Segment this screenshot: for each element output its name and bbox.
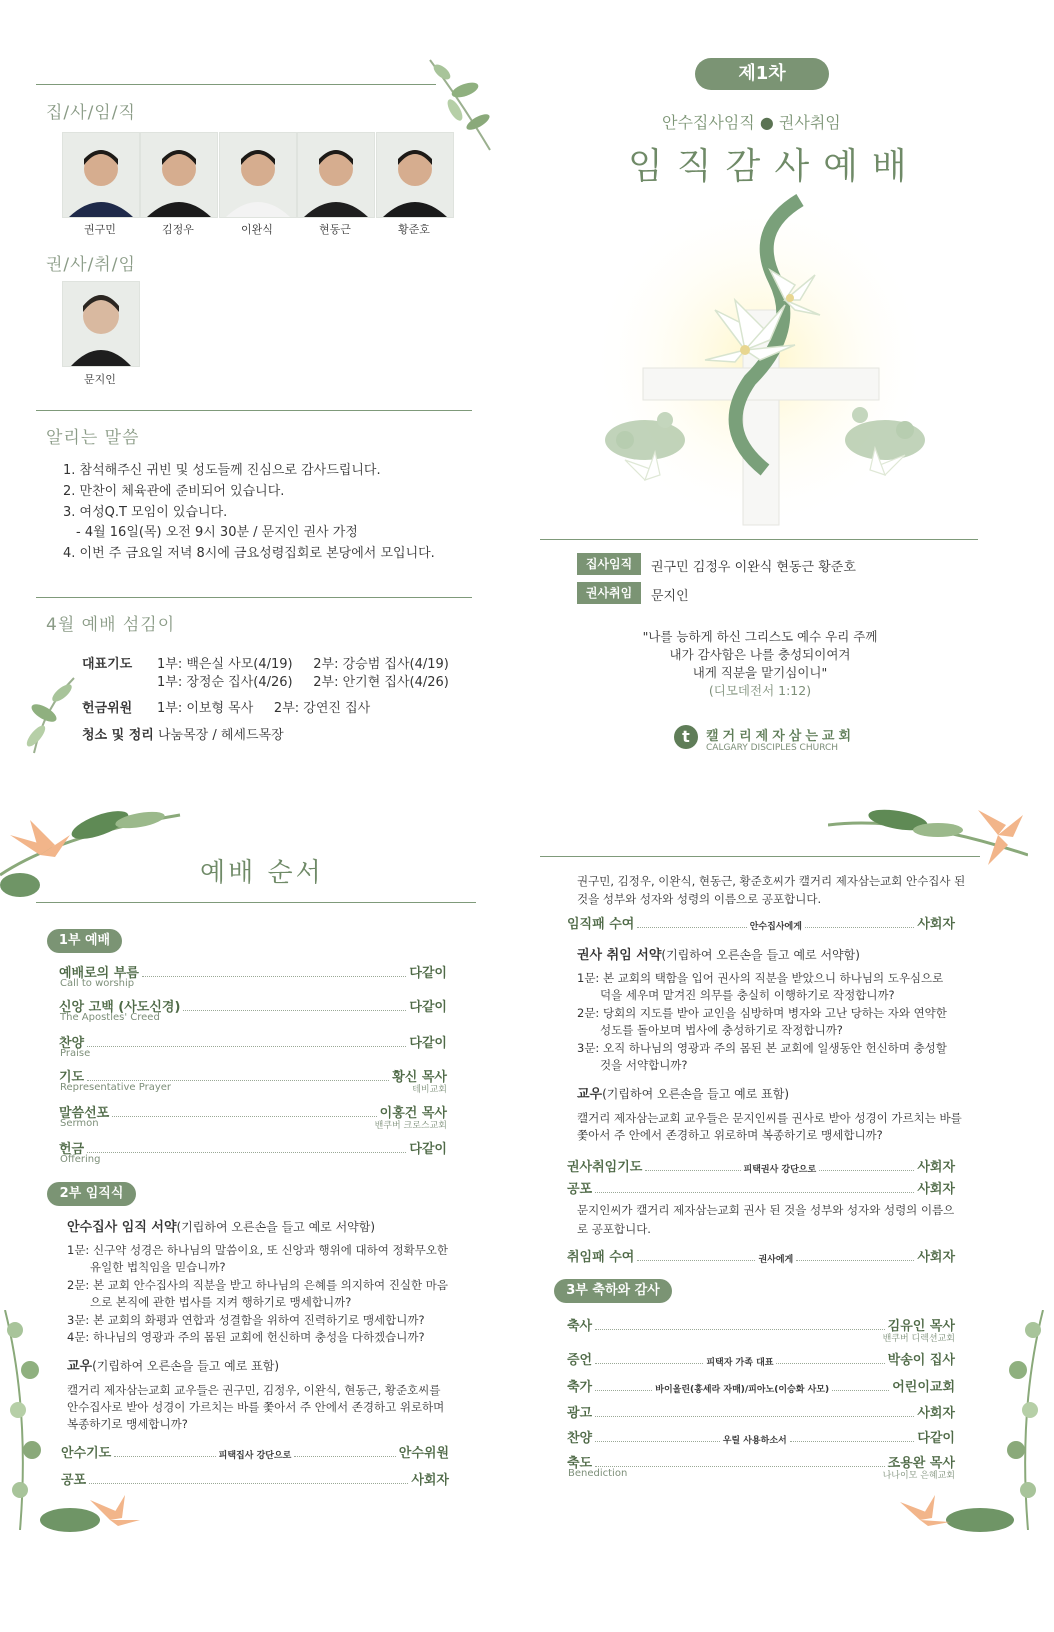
vow-heading-text: 안수집사 임직 서약 — [67, 1220, 177, 1235]
deacon-name: 이완식 — [241, 223, 273, 236]
divider — [36, 597, 472, 598]
subtitle-deacon: 안수집사임직 — [662, 113, 755, 132]
prayer-label: 대표기도 — [82, 657, 133, 672]
elder-prayer-row — [567, 1156, 955, 1175]
row-right: 박송이 집사 — [887, 1353, 955, 1368]
elder-section-title: 권/사/취/임 — [46, 255, 136, 275]
vow-line: 3문: 본 교회의 화평과 연합과 성결함을 위하여 진력하기로 맹세합니까? — [67, 1313, 425, 1327]
vow-line: 성도를 돌아보며 법사에 충성하기로 작정합니까? — [600, 1023, 843, 1037]
subtitle-elder: 권사취임 — [778, 113, 841, 132]
flower-decoration-icon — [30, 1480, 150, 1540]
notice-item: 1. 참석해주신 귀빈 및 성도들께 진심으로 감사드립니다. — [63, 463, 381, 478]
cleaning-label: 청소 및 정리 — [82, 728, 154, 743]
divider — [36, 902, 476, 903]
row-middle: 바이올린(홍세라 자매)/피아노(이승화 사모) — [655, 1385, 830, 1395]
row-title: 헌금 — [59, 1142, 85, 1157]
part1-badge: 1부 예배 — [47, 929, 122, 953]
verse-reference: (디모데전서 1:12) — [708, 683, 812, 698]
row-subtitle: The Apostles' Creed — [60, 1012, 160, 1023]
intro-line: 것을 성부와 성자와 성령의 이름으로 공포합니다. — [577, 892, 822, 906]
deacon-name: 현동근 — [319, 223, 351, 236]
subtitle — [662, 110, 841, 133]
row-title: 안수기도 — [61, 1446, 112, 1461]
vow-heading-note: (기립하여 오른손을 들고 예로 서약함) — [176, 1220, 376, 1234]
row-subtitle: Benediction — [568, 1468, 628, 1479]
bible-verse — [600, 628, 920, 700]
congregation-line: 캘거리 제자삼는교회 교우들은 문지인씨를 권사로 받아 성경이 가르치는 바를 — [577, 1111, 962, 1125]
deacon-photo — [219, 132, 297, 218]
order-item-row — [59, 1032, 447, 1051]
notice-item: 4. 이번 주 금요일 저녁 8시에 금요성령집회로 본당에서 모입니다. — [63, 546, 435, 561]
row-right: 사회자 — [917, 1182, 955, 1197]
row-title: 말씀선포 — [59, 1106, 110, 1121]
row-middle: 피택권사 강단으로 — [743, 1165, 817, 1175]
deacon-photo — [376, 132, 454, 218]
elder-names: 문지인 — [651, 589, 689, 604]
vow-heading-text: 권사 취임 서약 — [577, 948, 662, 963]
part3-badge: 3부 축하와 감사 — [554, 1279, 672, 1303]
prayer-line: 1부: 백은실 사모(4/19) 2부: 강승범 집사(4/19) — [157, 657, 449, 672]
deacon-name: 김정우 — [162, 223, 194, 236]
notice-item: - 4월 16일(목) 오전 9시 30분 / 문지인 권사 가정 — [76, 525, 358, 540]
deacon-names: 권구민 김정우 이완식 현동근 황준호 — [651, 560, 856, 575]
row-right: 사회자 — [917, 1406, 955, 1421]
row-subtitle: Praise — [60, 1048, 91, 1059]
row-middle: 우릴 사용하소서 — [722, 1436, 787, 1446]
congregation-line: 안수집사로 받아 성경이 가르치는 바를 쫓아서 주 안에서 존경하고 위로하며 — [67, 1400, 445, 1414]
row-right: 다같이 — [409, 1142, 447, 1157]
row-right-subtitle: 밴쿠버 디렉션교회 — [882, 1334, 955, 1344]
deacon-vow-heading — [67, 1216, 375, 1235]
church-name-kr: 캘거리제자삼는교회 — [706, 729, 856, 744]
row-right: 황신 목사 — [392, 1070, 447, 1085]
row-title: 예배로의 부름 — [59, 966, 139, 981]
row-title: 권사취임기도 — [567, 1160, 643, 1175]
vow-line: 덕을 세우며 맡겨진 의무를 충실히 이행하기로 작정합니까? — [600, 988, 895, 1002]
order-item-row — [59, 1138, 447, 1157]
congregation-heading-note: (기립하여 오른손을 들고 예로 표함) — [602, 1087, 790, 1101]
main-title: 임직감사예배 — [628, 146, 921, 187]
divider — [36, 84, 436, 85]
bullet-icon: ● — [759, 113, 774, 132]
elder-vow-heading — [577, 944, 860, 963]
row-title: 축사 — [567, 1319, 593, 1334]
row-right: 사회자 — [917, 1250, 956, 1265]
divider — [540, 539, 978, 540]
divider — [36, 410, 472, 411]
celebration-row — [567, 1349, 955, 1368]
row-subtitle: Representative Prayer — [60, 1082, 172, 1093]
vow-heading-note: (기립하여 오른손을 들고 예로 서약함) — [661, 948, 860, 962]
elder-photo — [62, 281, 140, 367]
plaque-row — [567, 913, 955, 932]
deacon-name: 황준호 — [398, 223, 430, 236]
row-right-subtitle: 나나이모 은혜교회 — [882, 1471, 955, 1481]
flower-decoration-icon — [0, 795, 190, 905]
row-right: 어린이교회 — [892, 1380, 956, 1395]
celebration-row — [567, 1427, 955, 1446]
celebration-row — [567, 1376, 955, 1395]
vow-line: 3문: 오직 하나님의 영광과 주의 몸된 본 교회에 일생동안 헌신하며 충성할 — [577, 1041, 947, 1055]
row-right: 조용완 목사 — [887, 1456, 955, 1471]
cross-lily-illustration-icon — [585, 190, 945, 530]
row-subtitle: Offering — [60, 1154, 101, 1165]
ordination-prayer-row — [61, 1442, 449, 1461]
deacon-photo — [62, 132, 140, 218]
row-right: 다같이 — [917, 1431, 955, 1446]
vow-line: 1문: 신구약 성경은 하나님의 말씀이요, 또 신앙과 행위에 대하여 정확무오한 — [67, 1243, 449, 1257]
row-middle: 피택자 가족 대표 — [706, 1358, 774, 1368]
row-middle: 권사에게 — [758, 1255, 794, 1265]
congregation-heading — [577, 1083, 789, 1102]
part2-badge: 2부 임직식 — [47, 1182, 136, 1206]
flower-decoration-icon — [828, 795, 1028, 875]
announce-row — [567, 1178, 955, 1197]
row-title: 축가 — [567, 1380, 593, 1395]
deacon-section-title: 집/사/임/직 — [46, 103, 136, 123]
row-subtitle: Sermon — [60, 1118, 99, 1129]
congregation-heading-note: (기립하여 오른손을 들고 예로 표함) — [92, 1359, 280, 1373]
offering-label: 헌금위원 — [82, 701, 133, 716]
cleaning-line: 나눔목장 / 헤세드목장 — [158, 728, 284, 743]
plaque2-row — [567, 1246, 955, 1265]
row-title: 공포 — [567, 1182, 593, 1197]
service-section-title: 4월 예배 섬김이 — [46, 615, 176, 635]
verse-line: 내가 감사함은 나를 충성되이여겨 — [669, 647, 851, 662]
row-title: 축도 — [567, 1456, 593, 1471]
row-right-subtitle: 테비교회 — [412, 1085, 447, 1095]
leaf-decoration-icon — [14, 668, 84, 758]
row-right: 이홍건 목사 — [379, 1106, 447, 1121]
congregation-line: 쫓아서 주 안에서 존경하고 위로하며 복종하기로 맹세합니까? — [577, 1128, 883, 1142]
vow-line: 으로 본직에 관한 법사를 지켜 행하기로 맹세합니까? — [90, 1295, 352, 1309]
row-subtitle: Call to worship — [60, 978, 135, 989]
vow-line: 2문: 본 교회 안수집사의 직분을 받고 하나님의 은혜를 의지하여 진실한 마음 — [67, 1278, 449, 1292]
row-right: 사회자 — [917, 917, 955, 932]
row-right: 사회자 — [917, 1160, 956, 1175]
row-title: 기도 — [59, 1070, 85, 1085]
row-right: 다같이 — [409, 1036, 447, 1051]
congregation-line: 캘거리 제자삼는교회 교우들은 권구민, 김정우, 이완식, 현동근, 황준호씨를 — [67, 1383, 441, 1397]
row-title: 임직패 수여 — [567, 917, 635, 932]
celebration-row — [567, 1402, 955, 1421]
row-title: 공포 — [61, 1473, 87, 1488]
flower-decoration-icon — [880, 1480, 1020, 1540]
row-title: 찬양 — [567, 1431, 593, 1446]
row-right: 안수위원 — [398, 1446, 449, 1461]
row-title: 찬양 — [59, 1036, 85, 1051]
row-title: 취임패 수여 — [567, 1250, 635, 1265]
notice-item: 2. 만찬이 체육관에 준비되어 있습니다. — [63, 484, 285, 499]
vow-line: 1문: 본 교회의 택함을 입어 권사의 직분을 받았으니 하나님의 도우심으로 — [577, 971, 944, 985]
vow-line: 2문: 당회의 지도를 받아 교인을 심방하며 병자와 고난 당하는 자와 연약한 — [577, 1006, 947, 1020]
row-right: 김유인 목사 — [887, 1319, 955, 1334]
congregation-line: 복종하기로 맹세합니까? — [67, 1417, 188, 1431]
vow-line: 것을 서약합니까? — [600, 1058, 688, 1072]
announce-line: 로 공포합니다. — [577, 1222, 651, 1236]
row-middle: 안수집사에게 — [749, 922, 802, 932]
vow-line: 4문: 하나님의 영광과 주의 몸된 교회에 헌신하며 충성을 다하겠습니까? — [67, 1330, 425, 1344]
deacon-tag: 집사임직 — [577, 553, 641, 575]
announce-line: 문지인씨가 캘거리 제자삼는교회 권사 된 것을 성부와 성자와 성령의 이름으 — [577, 1203, 955, 1217]
notice-item: 3. 여성Q.T 모임이 있습니다. — [63, 505, 228, 520]
deacon-photo — [140, 132, 218, 218]
order-title: 예배 순서 — [200, 858, 324, 888]
divider — [540, 856, 980, 857]
row-right: 다같이 — [409, 1000, 447, 1015]
row-right-subtitle: 밴쿠버 크로스교회 — [374, 1121, 447, 1131]
row-title: 신앙 고백 (사도신경) — [59, 1000, 181, 1015]
row-right: 사회자 — [411, 1473, 449, 1488]
elder-tag: 권사취임 — [577, 582, 641, 604]
vow-line: 유일한 법칙임을 믿습니까? — [90, 1260, 226, 1274]
church-logo-icon: t — [674, 725, 698, 749]
congregation-heading-text: 교우 — [577, 1087, 603, 1102]
notice-section-title: 알리는 말씀 — [46, 428, 140, 448]
row-title: 광고 — [567, 1406, 593, 1421]
row-middle: 피택집사 강단으로 — [218, 1451, 292, 1461]
verse-line: "나를 능하게 하신 그리스도 예수 우리 주께 — [642, 629, 878, 644]
row-right: 다같이 — [409, 966, 447, 981]
row-title: 증언 — [567, 1353, 593, 1368]
verse-line: 내게 직분을 맡기심이니" — [692, 665, 828, 680]
edition-badge: 제1차 — [695, 58, 829, 90]
deacon-name: 권구민 — [84, 223, 116, 236]
congregation-heading-text: 교우 — [67, 1359, 93, 1374]
church-name-en: CALGARY DISCIPLES CHURCH — [706, 743, 839, 753]
elder-name: 문지인 — [84, 373, 116, 386]
deacon-photo — [297, 132, 375, 218]
intro-line: 권구민, 김정우, 이완식, 현동근, 황준호씨가 캘거리 제자삼는교회 안수집사 된 — [577, 874, 966, 888]
prayer-line: 1부: 장정순 집사(4/26) 2부: 안기현 집사(4/26) — [157, 675, 449, 690]
offering-line: 1부: 이보형 목사 2부: 강연진 집사 — [157, 701, 371, 716]
congregation-heading — [67, 1355, 279, 1374]
